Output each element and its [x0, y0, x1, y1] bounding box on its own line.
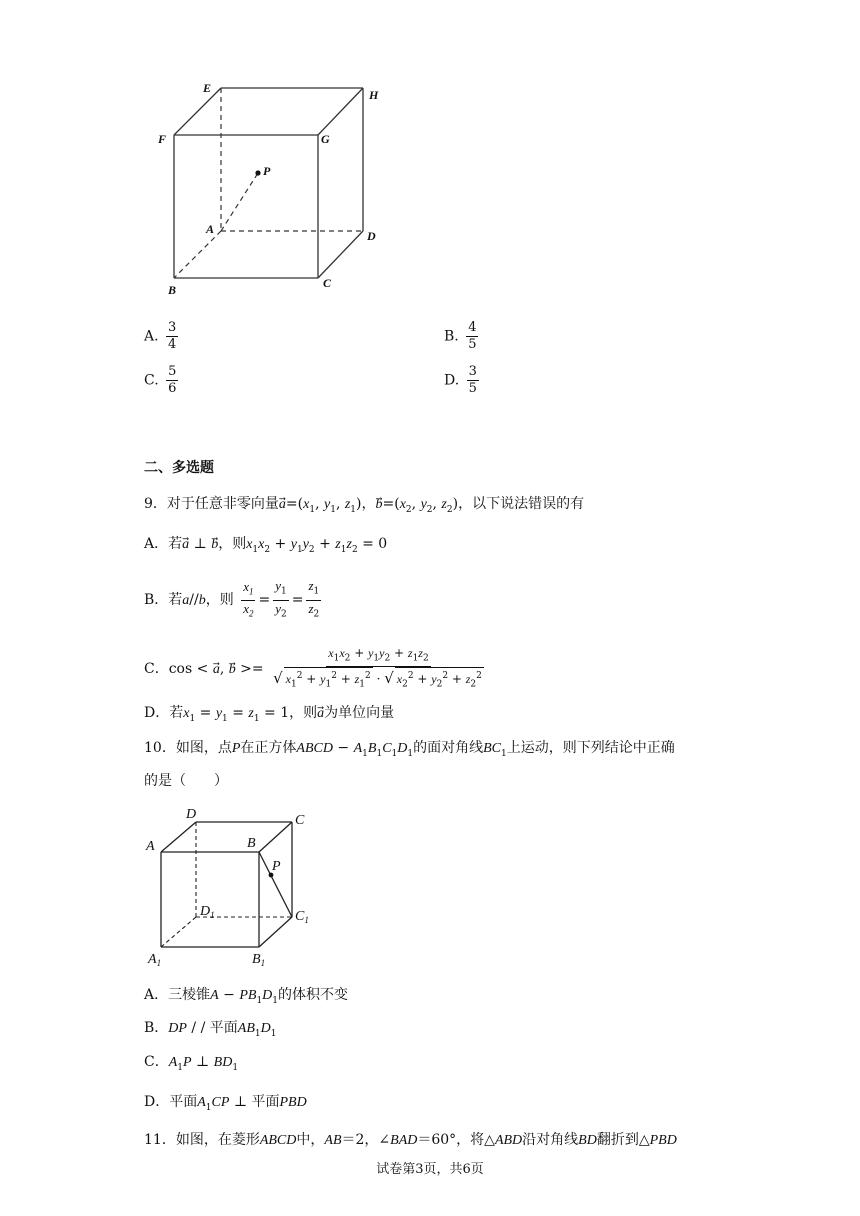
q10-option-c[interactable]: C．$A_1P$ ⊥ $BD_1$ — [144, 1054, 239, 1073]
q10-option-d[interactable]: D．平面$A_1CP$ ⊥ 平面PBD — [144, 1094, 307, 1113]
label-C1: $C_1$ — [295, 909, 309, 925]
cube-figure-q10 — [140, 804, 320, 969]
q10-option-a[interactable]: A．三棱锥$A - PB_1D_1$的体积不变 — [144, 987, 349, 1006]
q11-stem: 11．如图，在菱形ABCD中，AB＝2，∠BAD＝60°，将△ABD沿对角线BD翻折到△PBD — [144, 1132, 677, 1148]
q9-option-c[interactable]: C．cos < a⃗, b⃗ >= $\frac{x_1x_2 + y_1y_2 + z_1z_2}{√ x_1^2 + y_1^2 + z_1^2 \cdot √ x_2^2 + y_2^2 + z_2^2}$ — [144, 645, 489, 693]
fraction: $\frac{3}{5}$ — [468, 364, 477, 396]
label-C: C — [295, 813, 305, 828]
label-D: D — [367, 229, 376, 243]
q8-option-a[interactable]: A. $\frac{3}{4}$ — [144, 320, 177, 352]
q9-option-a[interactable]: A．若a⃗ ⊥ b，则$x_1x_2 + y_1y_2 + z_1z_2 = 0$ — [144, 536, 388, 555]
fraction: $\frac{4}{5}$ — [468, 320, 477, 352]
label-D1: $D_1$ — [200, 904, 215, 920]
edge-GH — [318, 88, 363, 135]
section-title: 二、多选题 — [144, 460, 214, 476]
q10-option-b[interactable]: B．DP / / 平面$AB_1D_1$ — [144, 1020, 277, 1039]
q8-option-b[interactable]: B. $\frac{4}{5}$ — [444, 320, 477, 352]
label-D: D — [186, 807, 197, 822]
edge-AB-hidden — [174, 231, 221, 278]
q8-option-d[interactable]: D. $\frac{3}{5}$ — [444, 364, 477, 396]
edge-B1C1 — [259, 917, 292, 947]
edge-A1D1-hidden — [161, 917, 196, 947]
edge-FE — [174, 88, 221, 135]
label-F: F — [158, 132, 167, 146]
q10-stem-line2: 的是（ ） — [144, 773, 228, 789]
label-C: C — [323, 276, 332, 290]
q9-option-b[interactable]: B．若a//b，则 $\frac{x_1}{x_2}$ = $\frac{y_1}{y_2}$ = $\frac{z_1}{z_2}$ — [144, 578, 320, 620]
label-B: B — [168, 283, 177, 297]
page-footer: 试卷第3页，共6页 — [376, 1162, 484, 1177]
label-A: A — [146, 839, 155, 854]
fraction: $\frac{5}{6}$ — [168, 364, 177, 396]
q9-stem: 9．对于任意非零向量$a⃗=(x_1$, $y_1$, $z_1$)，$b⃗=(x_2$, $y_2$, $z_2$)，以下说法错误的有 — [144, 496, 585, 515]
edge-CD — [318, 231, 363, 278]
q10-stem-line1: 10．如图，点P在正方体ABCD − $A_1B_1C_1D_1$的面对角线$BC_1$上运动，则下列结论中正确 — [144, 740, 675, 759]
label-E: E — [203, 81, 212, 95]
q8-option-c[interactable]: C. $\frac{5}{6}$ — [144, 364, 177, 396]
label-P: P — [263, 164, 271, 178]
label-B: B — [247, 836, 256, 851]
label-H: H — [369, 88, 379, 102]
label-A1: $A_1$ — [148, 952, 162, 968]
label-P: P — [272, 859, 281, 874]
cube-figure-q8 — [150, 75, 400, 300]
q9-option-d[interactable]: D．若$x_1 = y_1 = z_1 = 1$，则a为单位向量 — [144, 705, 395, 724]
label-B1: $B_1$ — [252, 952, 266, 968]
segment-AP — [221, 173, 258, 231]
edge-BC — [259, 822, 292, 852]
label-G: G — [321, 132, 330, 146]
point-P — [255, 170, 260, 175]
label-A: A — [206, 222, 215, 236]
fraction: $\frac{3}{4}$ — [168, 320, 177, 352]
edge-AD — [161, 822, 196, 852]
